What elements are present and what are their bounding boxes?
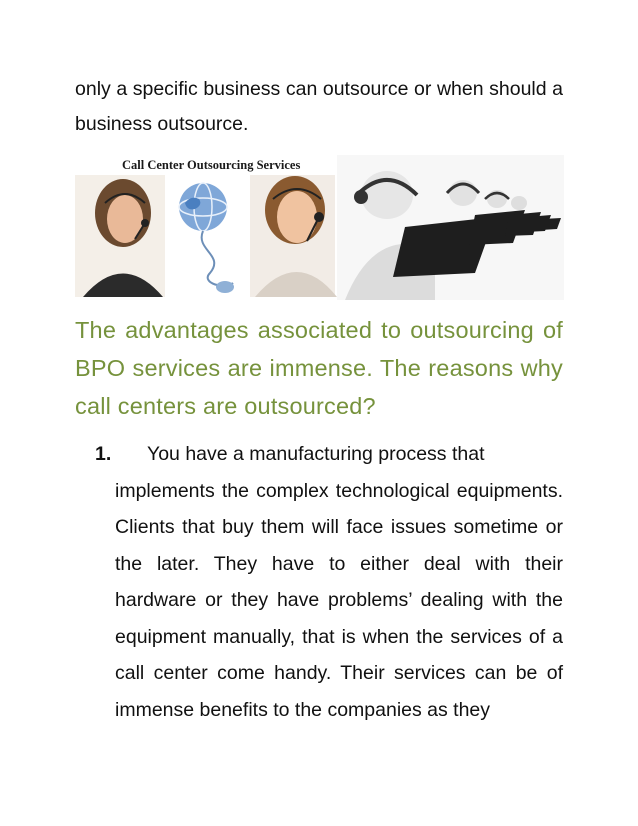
list-first-line: You have a manufacturing process that bbox=[147, 443, 485, 465]
list-body-text: implements the complex technological equipments. Clients that buy them will face issues sometime or the later. They have to either deal with their hardware or they have problems’ dealing with the equipment manually, that is when the services of a call center come handy. Their services can be of immense benefits to the companies as they bbox=[115, 479, 563, 721]
section-heading: The advantages associated to outsourcing of BPO services are immense. The reasons why call centers are outsourced? bbox=[75, 317, 563, 419]
agent-woman-left bbox=[75, 175, 165, 297]
list-item bbox=[95, 436, 563, 728]
banner-text: Call Center Outsourcing Services bbox=[122, 158, 301, 172]
call-center-image bbox=[75, 155, 564, 300]
agents-row-icon bbox=[337, 155, 564, 300]
intro-paragraph: only a specific business can outsource or when should a business outsource. bbox=[75, 78, 563, 135]
list-number: 1. bbox=[95, 443, 112, 465]
agent-woman-center bbox=[250, 175, 337, 297]
